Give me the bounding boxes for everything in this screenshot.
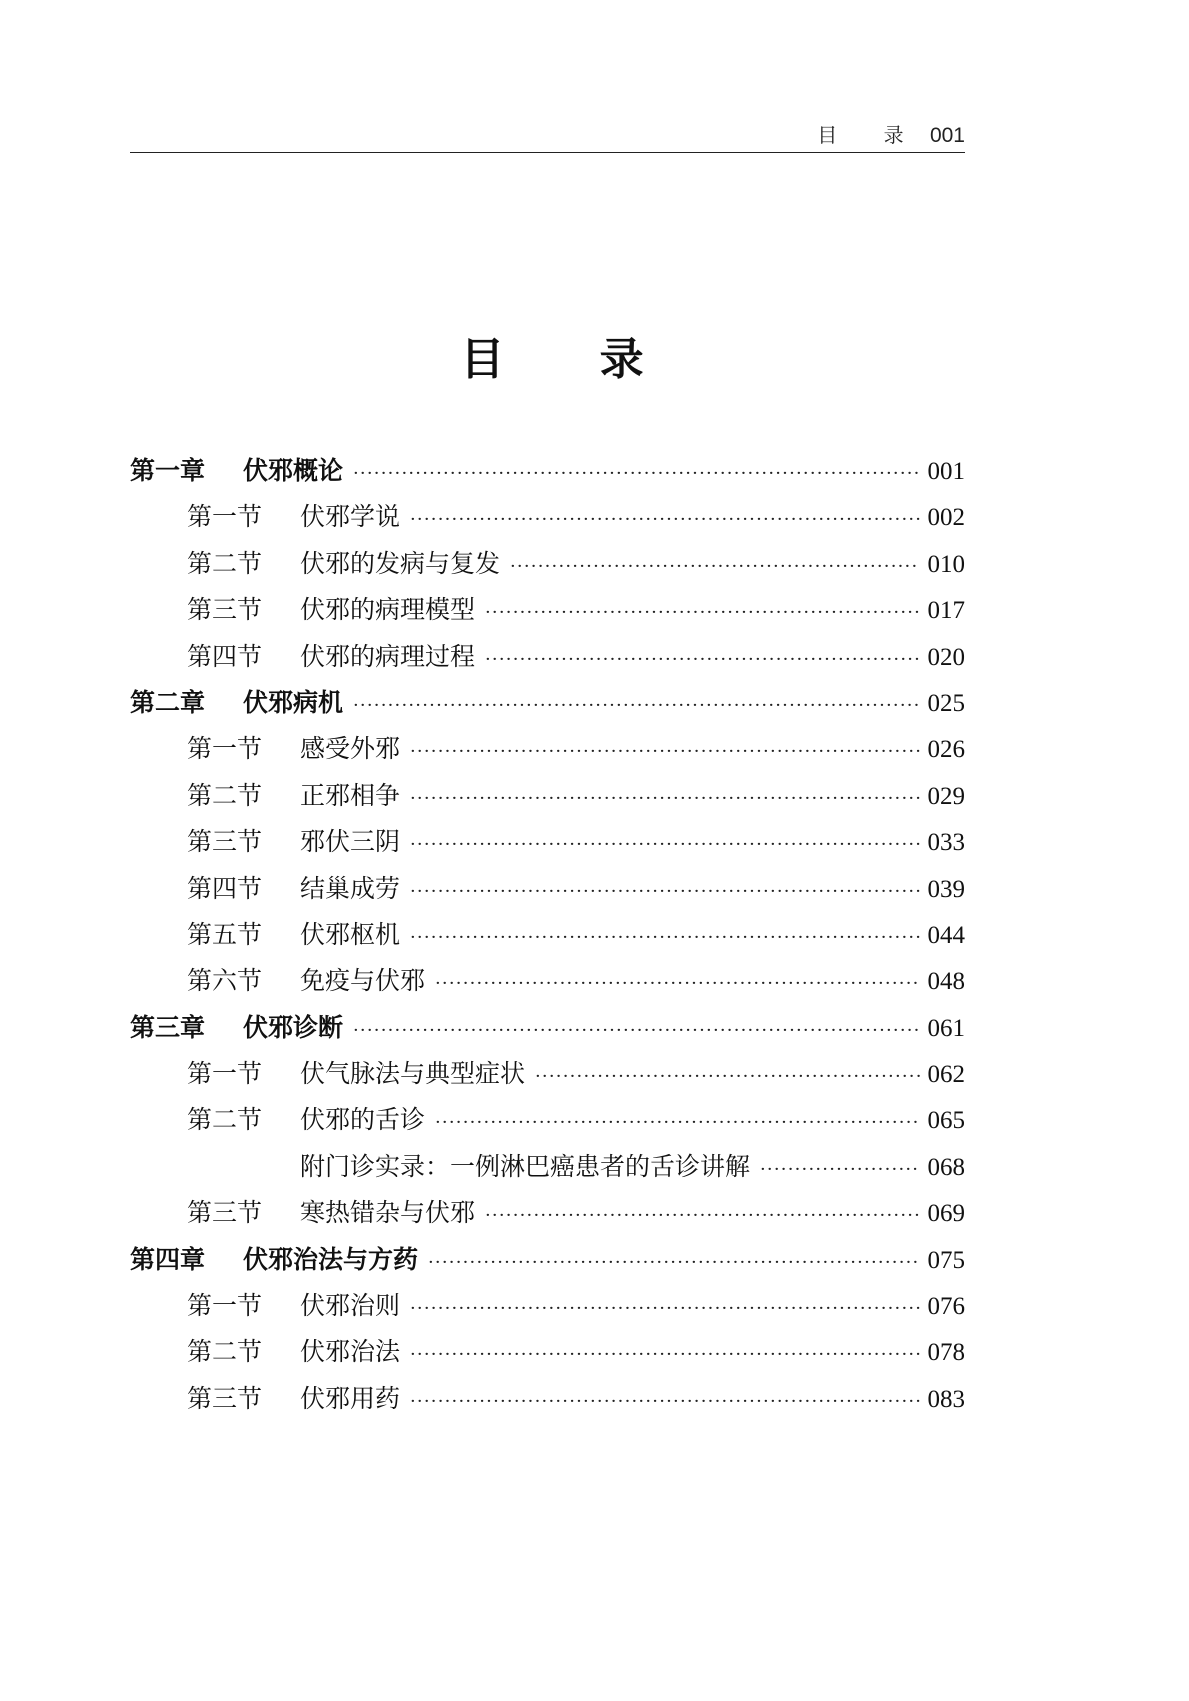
- toc-entry-chapter[interactable]: [130, 448, 965, 494]
- toc-entry-section[interactable]: [130, 541, 965, 587]
- toc-entry-title: 免疫与伏邪: [300, 966, 426, 996]
- toc-entry-number: 第二章: [130, 687, 206, 717]
- toc-entry-section[interactable]: [130, 1376, 965, 1422]
- dot-leader: [410, 869, 919, 915]
- running-header: [130, 118, 965, 153]
- toc-entry-number: 第三节: [187, 827, 263, 857]
- dot-leader: [510, 544, 919, 590]
- dot-leader: [435, 1100, 919, 1146]
- toc-entry-page-number: 020: [927, 643, 965, 671]
- toc-entry-number: 第三章: [130, 1012, 206, 1042]
- toc-entry-title: 寒热错杂与伏邪: [300, 1198, 476, 1228]
- toc-entry-title: 邪伏三阴: [300, 827, 401, 857]
- toc-entry-number: 第一节: [187, 1059, 263, 1089]
- toc-entry-chapter[interactable]: [130, 680, 965, 726]
- toc-entry-page-number: 065: [927, 1107, 965, 1135]
- dot-leader: [410, 1332, 919, 1378]
- toc-entry-page-number: 069: [927, 1200, 965, 1228]
- toc-entry-number: 第四章: [130, 1244, 206, 1274]
- dot-leader: [485, 637, 919, 683]
- toc-entry-section[interactable]: [130, 866, 965, 912]
- toc-entry-page-number: 083: [927, 1385, 965, 1413]
- toc-entry-number: 第一节: [187, 1291, 263, 1321]
- dot-leader: [410, 729, 919, 775]
- dot-leader: [410, 776, 919, 822]
- toc-entry-chapter[interactable]: [130, 1005, 965, 1051]
- toc-entry-page-number: 076: [927, 1293, 965, 1321]
- toc-entry-section[interactable]: [130, 494, 965, 540]
- table-of-contents: [130, 448, 965, 1422]
- running-header-title: 目 录: [817, 123, 924, 147]
- toc-entry-number: 第一节: [187, 734, 263, 764]
- toc-entry-title: 伏邪诊断: [243, 1012, 344, 1042]
- dot-leader: [410, 822, 919, 868]
- toc-entry-appendix[interactable]: [130, 1144, 965, 1190]
- toc-entry-number: 第二节: [187, 780, 263, 810]
- toc-entry-title: 附门诊实录：一例淋巴癌患者的舌诊讲解: [300, 1151, 751, 1181]
- toc-entry-page-number: 048: [927, 968, 965, 996]
- toc-entry-page-number: 002: [927, 504, 965, 532]
- toc-entry-number: 第二节: [187, 1337, 263, 1367]
- toc-entry-page-number: 033: [927, 829, 965, 857]
- toc-entry-chapter[interactable]: [130, 1237, 965, 1283]
- toc-entry-section[interactable]: [130, 819, 965, 865]
- dot-leader: [353, 1008, 919, 1054]
- dot-leader: [760, 1147, 919, 1193]
- toc-entry-number: 第一节: [187, 502, 263, 532]
- dot-leader: [410, 915, 919, 961]
- toc-entry-title: 伏邪的病理模型: [300, 595, 476, 625]
- dot-leader: [428, 1240, 919, 1286]
- toc-entry-section[interactable]: [130, 1283, 965, 1329]
- dot-leader: [485, 1193, 919, 1239]
- toc-entry-section[interactable]: [130, 1097, 965, 1143]
- toc-entry-page-number: 039: [927, 875, 965, 903]
- dot-leader: [410, 1286, 919, 1332]
- toc-entry-page-number: 029: [927, 782, 965, 810]
- toc-entry-number: 第二节: [187, 548, 263, 578]
- toc-entry-number: 第三节: [187, 1198, 263, 1228]
- toc-entry-page-number: 025: [927, 689, 965, 717]
- toc-entry-page-number: 061: [927, 1014, 965, 1042]
- running-header-page-number: 001: [929, 124, 965, 147]
- toc-entry-page-number: 068: [927, 1153, 965, 1181]
- toc-entry-section[interactable]: [130, 958, 965, 1004]
- toc-entry-page-number: 075: [927, 1246, 965, 1274]
- toc-entry-section[interactable]: [130, 1051, 965, 1097]
- toc-entry-section[interactable]: [130, 634, 965, 680]
- toc-entry-title: 伏邪病机: [243, 687, 344, 717]
- toc-entry-section[interactable]: [130, 1190, 965, 1236]
- toc-entry-number: 第一章: [130, 456, 206, 485]
- toc-entry-page-number: 044: [927, 921, 965, 949]
- toc-entry-number: 第二节: [187, 1105, 263, 1135]
- toc-entry-page-number: 026: [927, 736, 965, 764]
- toc-title: 目 录: [460, 334, 684, 385]
- toc-entry-number: 第三节: [187, 1383, 263, 1413]
- toc-entry-title: 伏邪的病理过程: [300, 641, 476, 671]
- toc-entry-number: 第六节: [187, 966, 263, 996]
- toc-entry-title: 伏邪概论: [243, 456, 344, 485]
- toc-entry-title: 伏邪学说: [300, 502, 401, 532]
- toc-entry-number: 第四节: [187, 873, 263, 903]
- toc-entry-number: 第四节: [187, 641, 263, 671]
- toc-entry-title: 感受外邪: [300, 734, 401, 764]
- toc-entry-section[interactable]: [130, 1329, 965, 1375]
- dot-leader: [353, 451, 919, 497]
- toc-entry-title: 伏邪治法: [300, 1337, 401, 1367]
- toc-entry-title: 伏邪治法与方药: [243, 1244, 419, 1274]
- toc-entry-number: 第五节: [187, 919, 263, 949]
- toc-entry-title: 伏邪枢机: [300, 919, 401, 949]
- dot-leader: [353, 683, 919, 729]
- toc-entry-page-number: 010: [927, 550, 965, 578]
- toc-entry-section[interactable]: [130, 773, 965, 819]
- toc-entry-title: 结巢成劳: [300, 873, 401, 903]
- toc-entry-page-number: 078: [927, 1339, 965, 1367]
- toc-entry-title: 伏邪的舌诊: [300, 1105, 426, 1135]
- dot-leader: [535, 1054, 919, 1100]
- dot-leader: [485, 590, 919, 636]
- toc-entry-title: 正邪相争: [300, 780, 401, 810]
- toc-entry-section[interactable]: [130, 912, 965, 958]
- toc-entry-page-number: 062: [927, 1061, 965, 1089]
- toc-entry-title: 伏邪用药: [300, 1383, 401, 1413]
- toc-entry-title: 伏邪治则: [300, 1291, 401, 1321]
- dot-leader: [410, 497, 919, 543]
- toc-entry-page-number: 001: [927, 458, 965, 485]
- toc-entry-title: 伏邪的发病与复发: [300, 548, 501, 578]
- dot-leader: [410, 1379, 919, 1425]
- toc-entry-section[interactable]: [130, 587, 965, 633]
- toc-entry-page-number: 017: [927, 597, 965, 625]
- toc-entry-number: 第三节: [187, 595, 263, 625]
- dot-leader: [435, 961, 919, 1007]
- toc-entry-title: 伏气脉法与典型症状: [300, 1059, 526, 1089]
- toc-entry-section[interactable]: [130, 726, 965, 772]
